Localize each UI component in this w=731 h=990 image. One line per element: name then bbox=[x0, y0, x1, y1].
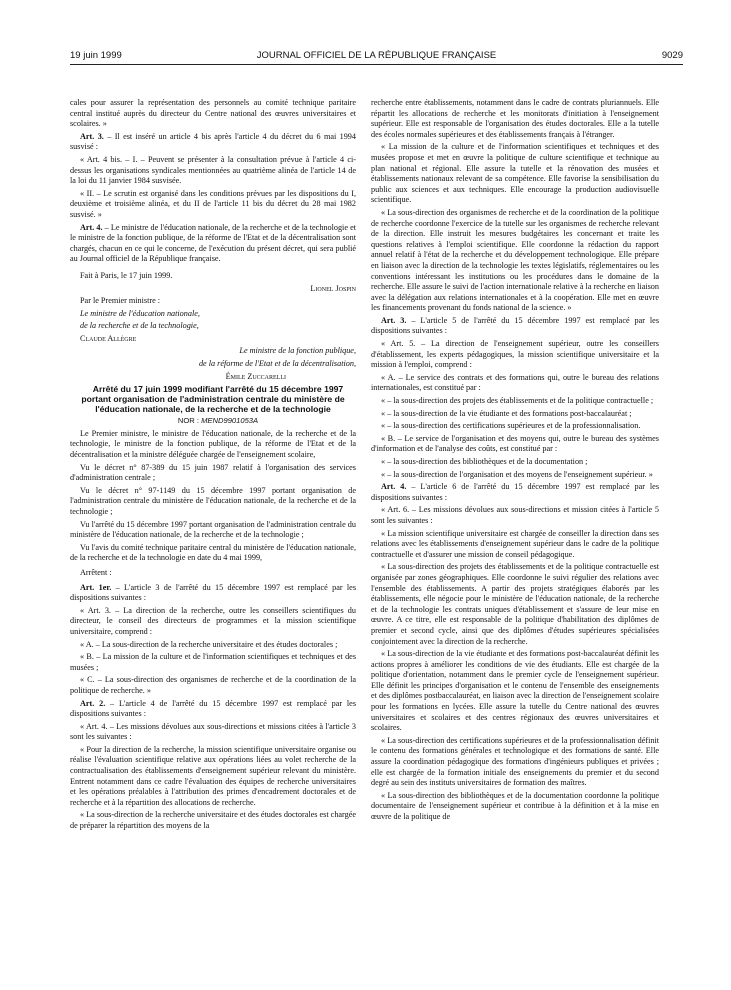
signature-minister1-title-b: de la recherche et de la technologie, bbox=[80, 321, 199, 331]
list-item: « – la sous-direction de la vie étudiante et des formations post-baccalauréat ; bbox=[381, 408, 632, 418]
article-label: Art. 2. bbox=[80, 698, 106, 708]
paragraph: « Art. 3. – La direction de la recherche, outre les conseillers scientifiques du directeur, le conseil des directeurs de programmes et la mission scientifique universitaire, comprend : bbox=[70, 605, 356, 636]
header-rule bbox=[70, 64, 683, 65]
paragraph: « II. – Le scrutin est organisé dans les conditions prévues par les dispositions du I, deuxième et troisième alinéa, et du II de l'article 11 bis du décret du 28 mai 1982 susvisé. » bbox=[70, 188, 356, 219]
signature-pm-name: Lionel Jospin bbox=[310, 283, 356, 293]
page-header bbox=[70, 50, 683, 64]
article-label: Art. 3. bbox=[381, 315, 407, 325]
paragraph: « A. – Le service des contrats et des formations qui, outre le bureau des relations internationales, est constitué par : bbox=[371, 372, 659, 393]
paragraph: « B. – Le service de l'organisation et des moyens qui, outre le bureau des systèmes d'information et de l'analyse des coûts, est constitué par : bbox=[371, 433, 659, 454]
paragraph: « Art. 4 bis. – I. – Peuvent se présenter à la consultation prévue à l'article 4 ci-dessus les organisations syndicales mentionnées au quatrième alinéa de l'article 14 de la loi du 11 janvier 1984 susvisée. bbox=[70, 154, 356, 186]
article-4 bbox=[371, 482, 659, 503]
article-label: Art. 1er. bbox=[80, 582, 112, 592]
paragraph: Vu l'arrêté du 15 décembre 1997 portant organisation de l'administration centrale du ministère de l'éducation nationale, de la recherche et de la technologie ; bbox=[70, 519, 356, 540]
paragraph: « B. – La mission de la culture et de l'information scientifiques et techniques et des musées ; bbox=[70, 652, 356, 672]
list-item: « – la sous-direction des bibliothèques et de la documentation ; bbox=[381, 457, 588, 466]
article-3 bbox=[70, 132, 356, 153]
article-text: – L'article 5 de l'arrêté du 15 décembre 1997 est remplacé par les dispositions suivantes : bbox=[371, 315, 660, 336]
signature-date: Fait à Paris, le 17 juin 1999. bbox=[80, 270, 173, 280]
article-1 bbox=[70, 583, 356, 604]
paragraph: « Art. 4. – Les missions dévolues aux sous-directions et missions citées à l'article 3 sont les suivantes : bbox=[70, 721, 356, 742]
article-4 bbox=[70, 223, 356, 265]
paragraph: Vu l'avis du comité technique paritaire central du ministère de l'éducation nationale, de la recherche et de la technologie en date du 4 mai 1999, bbox=[70, 542, 356, 563]
signature-minister2-title-b: de la réforme de l'Etat et de la décentralisation, bbox=[198, 359, 356, 369]
paragraph: « Pour la direction de la recherche, la mission scientifique universitaire organise ou réalise l'évaluation scientifique relative aux opérations liées au volet recherche de la contractualisation des établissements d'enseignement supérieur relevant du ministère. Entrent notamment dans ce cadre l'évaluation des équipes de recherche universitaires et les opérations préalables à l'attribution des primes d'encadrement doctorales et de recherche et à la répartition des allocations de recherche. bbox=[70, 744, 356, 807]
signature-minister2-name: Émile Zuccarelli bbox=[225, 371, 286, 381]
list-item: « – la sous-direction des projets des établissements et de la politique contractuelle ; bbox=[381, 396, 654, 406]
paragraph: « La sous-direction des projets des établissements et de la politique contractuelle est organisée par zones géographiques. Elle coordonne le suivi régulier des relations avec l'ensemble des établissements. A partir des projets stratégiques élaborés par les établissements, elle négocie pour le ministère de l'éducation nationale, de la recherche et de la technologie les contrats uniques d'établissement et s'assure de leur mise en œuvre. A ce titre, elle est responsable de la politique d'habilitation des diplômes de premier et second cycle, ainsi que des diplômes d'études supérieures spécialisées conjointement avec la direction de la recherche. bbox=[371, 562, 659, 646]
header-journal-title: JOURNAL OFFICIEL DE LA RÉPUBLIQUE FRANÇAISE bbox=[256, 50, 497, 61]
paragraph: « A. – La sous-direction de la recherche universitaire et des études doctorales ; bbox=[80, 639, 338, 649]
right-column bbox=[371, 98, 659, 825]
paragraph: « La mission de la culture et de l'information scientifiques et techniques et des musées propose et met en œuvre la politique de culture scientifique et technique au plan national et régional. Elle assure la tutelle et la rénovation des musées et établissements nationaux relevant de sa compétence. Elle favorise la sensibilisation du public aux sciences et aux techniques. Elle encourage la production audiovisuelle scientifique. bbox=[371, 142, 659, 205]
article-label: Art. 4. bbox=[381, 482, 407, 492]
paragraph: cales pour assurer la représentation des personnels au comité technique paritaire central institué auprès du directeur du Centre national des œuvres universitaires et scolaires. » bbox=[70, 98, 356, 129]
list-item: « – la sous-direction de l'organisation et des moyens de l'enseignement supérieur. » bbox=[381, 469, 653, 479]
arretent: Arrêtent : bbox=[80, 567, 112, 577]
paragraph: Vu le décret n° 97-1149 du 15 décembre 1997 portant organisation de l'administration centrale du ministère de l'éducation nationale, de la recherche et de la technologie ; bbox=[70, 485, 356, 516]
article-label: Art. 4. bbox=[80, 222, 103, 232]
signature-pm-by: Par le Premier ministre : bbox=[80, 296, 161, 306]
article-label: Art. 3. bbox=[80, 131, 104, 141]
nor-label: NOR : bbox=[177, 416, 202, 426]
paragraph: recherche entre établissements, notamment dans le cadre de contrats pluriannuels. Elle répartit les allocations de recherche et les monitorats d'initiation à l'enseignement supérieur. Elle est responsable de l'organisation des études doctorales. Elle a la tutelle des écoles normales supérieures et des établissements français à l'étranger. bbox=[371, 98, 659, 139]
paragraph: « La mission scientifique universitaire est chargée de conseiller la direction dans ses relations avec les établissements d'enseignement supérieur dans le cadre de la politique contractuelle et d'assurer une mission de conseil pédagogique. bbox=[371, 528, 659, 559]
article-text: – L'article 3 de l'arrêté du 15 décembre 1997 est remplacé par les dispositions suivantes : bbox=[70, 582, 357, 603]
article-text: – Il est inséré un article 4 bis après l'article 4 du décret du 6 mai 1994 susvisé : bbox=[70, 131, 356, 152]
paragraph: « C. – La sous-direction des organismes de recherche et de la coordination de la politique de recherche. » bbox=[70, 675, 356, 695]
paragraph: « La sous-direction des certifications supérieures et de la professionnalisation définit le contenu des formations générales et technologique et des formations de santé. Elle assure la coordination pédagogique des formations d'ingénieurs publiques et privées ; elle est chargée de la formation initiale des enseignements du premier et du second degré au sein des instituts universitaires de formation des maîtres. bbox=[371, 735, 659, 788]
list-item: « – la sous-direction des certifications supérieures et de la professionnalisation. bbox=[381, 421, 641, 431]
nor-code: MEND9901053A bbox=[201, 416, 259, 426]
header-date: 19 juin 1999 bbox=[70, 50, 122, 61]
article-3 bbox=[371, 316, 659, 337]
header-page-number: 9029 bbox=[661, 50, 683, 61]
left-column bbox=[70, 98, 356, 834]
paragraph: Le Premier ministre, le ministre de l'éducation nationale, de la recherche et de la technologie, le ministre de la fonction publique, de la réforme de l'Etat et de la décentralisation et la ministre déléguée chargée de l'enseignement scolaire, bbox=[70, 428, 356, 460]
signature-minister1-name: Claude Allègre bbox=[80, 333, 137, 343]
signature-minister2-title-a: Le ministre de la fonction publique, bbox=[239, 346, 356, 356]
article-text: – L'article 6 de l'arrêté du 15 décembre 1997 est remplacé par les dispositions suivantes : bbox=[371, 482, 660, 502]
article-text: – Le ministre de l'éducation nationale, de la recherche et de la technologie et le ministre de la fonction publique, de la réforme de l'Etat et de la décentralisation sont chargés, chacun en ce qui le concerne, de l'exécution du présent décret, qui sera publié au Journal officiel de la République française. bbox=[70, 222, 356, 264]
paragraph: Vu le décret n° 87-389 du 15 juin 1987 relatif à l'organisation des services d'administration centrale ; bbox=[70, 462, 356, 483]
nor-reference bbox=[70, 416, 356, 427]
article-2 bbox=[70, 699, 356, 720]
decree-title: Arrêté du 17 juin 1999 modifiant l'arrêté du 15 décembre 1997 portant organisation de l'administration centrale du ministère de l'éducation nationale, de la recherche et de la technologie bbox=[81, 384, 345, 415]
paragraph: « La sous-direction de la vie étudiante et des formations post-baccalauréat définit les actions propres à améliorer les conditions de vie des étudiants. Elle est chargée de la politique d'orientation, notamment dans le premier cycle de l'enseignement supérieur. Elle définit les principes d'organisation et le contenu de l'ensemble des enseignements et des diplômes postbaccalauréat, en liaison avec la direction de l'enseignement scolaire pour les formations en lycées. Elle assure la tutelle du Centre national des œuvres universitaires et scolaires et des centres régionaux des œuvres universitaires et scolaires. bbox=[371, 649, 659, 733]
article-text: – L'article 4 de l'arrêté du 15 décembre 1997 est remplacé par les dispositions suivantes : bbox=[70, 698, 357, 719]
signature-minister1-title-a: Le ministre de l'éducation nationale, bbox=[80, 308, 200, 318]
paragraph: « La sous-direction des organismes de recherche et de la coordination de la politique de recherche coordonne l'exercice de la tutelle sur les organismes de recherche relevant de la direction. Elle instruit les mesures budgétaires les concernant et traite les questions relatives à l'emploi scientifique. Elle coordonne la rédaction du rapport annuel relatif à l'état de la recherche et du développement technologique. Elle prépare en liaison avec la direction de la technologie les textes législatifs, réglementaires ou les conventions intéressant les institutions ou les procédures dans le domaine de la recherche. Elle assure le suivi de l'action internationale relative à la recherche en liaison avec la délégation aux relations internationales et à la coopération. Elle met en œuvre les financements provenant du fonds national de la science. » bbox=[371, 207, 659, 313]
paragraph: « Art. 6. – Les missions dévolues aux sous-directions et mission citées à l'article 5 sont les suivantes : bbox=[371, 505, 659, 525]
paragraph: « La sous-direction des bibliothèques et de la documentation coordonne la politique documentaire de l'enseignement supérieur et contribue à la définition et à la mise en œuvre de la politique de bbox=[371, 790, 659, 821]
paragraph: « La sous-direction de la recherche universitaire et des études doctorales est chargée de préparer la répartition des moyens de la bbox=[70, 810, 356, 831]
paragraph: « Art. 5. – La direction de l'enseignement supérieur, outre les conseillers d'établissement, les experts pédagogiques, la mission scientifique universitaire et la mission à l'emploi, comprend : bbox=[371, 339, 659, 370]
